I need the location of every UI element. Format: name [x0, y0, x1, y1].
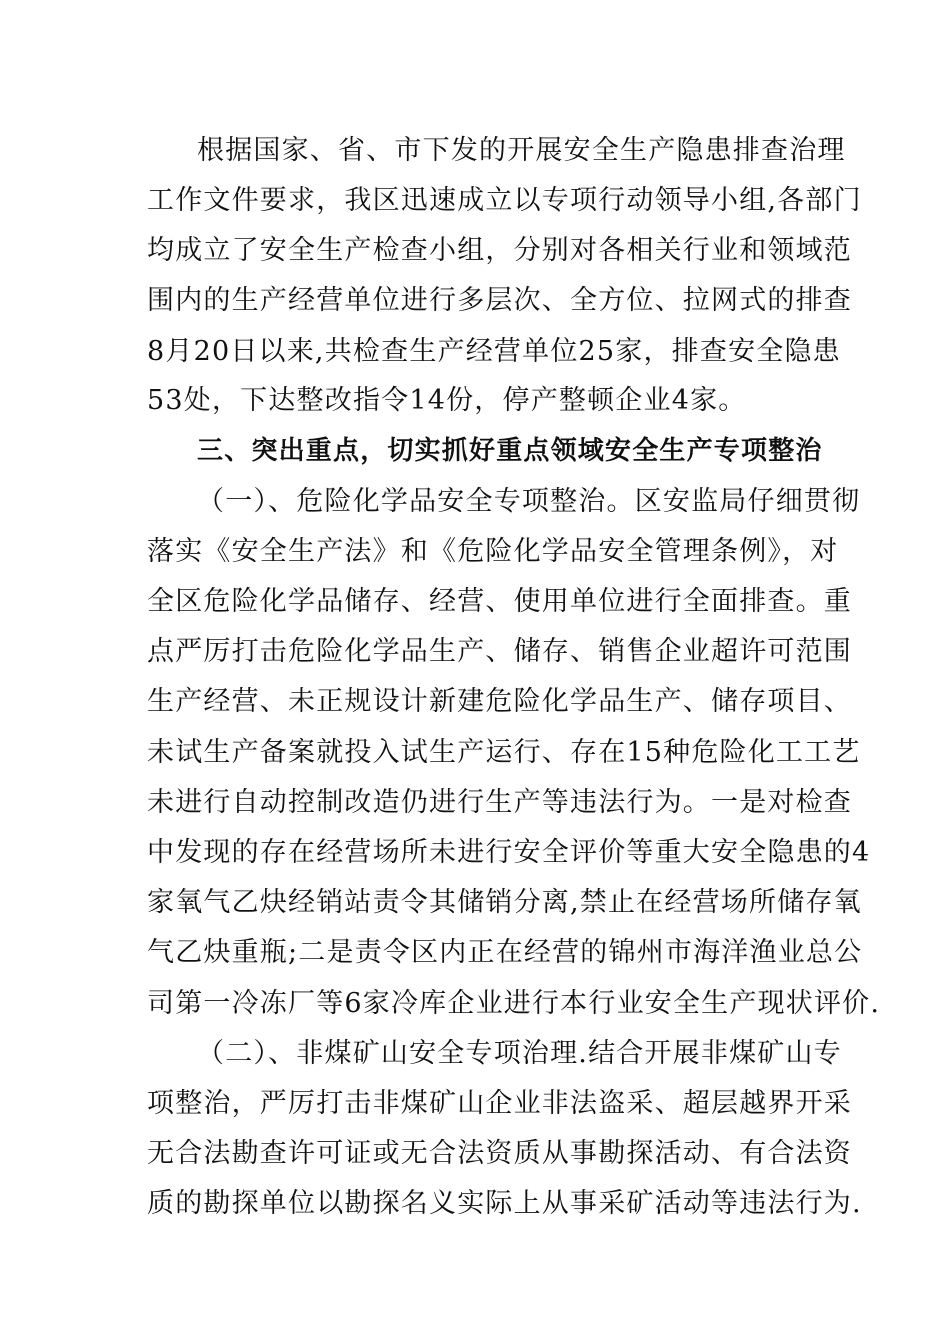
paragraph-line: （二）、非煤矿山安全专项治理.结合开展非煤矿山专: [197, 1038, 842, 1069]
paragraph-line: 工作文件要求，我区迅速成立以专项行动领导小组,各部门: [147, 185, 862, 216]
paragraph-line: 气乙炔重瓶;二是责令区内正在经营的锦州市海洋渔业总公: [147, 937, 863, 968]
paragraph-line: （一）、危险化学品安全专项整治。区安监局仔细贯彻: [197, 486, 861, 517]
paragraph-line: 中发现的存在经营场所未进行安全评价等重大安全隐患的4: [147, 837, 871, 868]
paragraph-line: 8月20日以来,共检查生产经营单位25家，排查安全隐患: [147, 336, 841, 367]
paragraph-line: 项整治，严厉打击非煤矿山企业非法盗采、超层越界开采: [147, 1088, 852, 1119]
paragraph-line: 无合法勘查许可证或无合法资质从事勘探活动、有合法资: [147, 1138, 852, 1169]
paragraph-line: 全区危险化学品储存、经营、使用单位进行全面排查。重: [147, 586, 852, 617]
paragraph-line: 未进行自动控制改造仍进行生产等违法行为。一是对检查: [147, 787, 852, 818]
paragraph-line: 落实《安全生产法》和《危险化学品安全管理条例》，对: [147, 536, 839, 567]
section-heading: 三、突出重点，切实抓好重点领域安全生产专项整治: [197, 436, 823, 466]
paragraph-line: 家氧气乙炔经销站责令其储销分离,禁止在经营场所储存氧: [147, 887, 862, 918]
paragraph-line: 53处，下达整改指令14份，停产整顿企业4家。: [147, 385, 747, 416]
paragraph-line: 未试生产备案就投入试生产运行、存在15种危险化工工艺: [147, 737, 861, 768]
paragraph-line: 司第一冷冻厂等6家冷库企业进行本行业安全生产现状评价.: [147, 988, 881, 1019]
paragraph-line: 点严厉打击危险化学品生产、储存、销售企业超许可范围: [147, 636, 852, 667]
paragraph-line: 生产经营、未正规设计新建危险化学品生产、储存项目、: [147, 686, 852, 717]
paragraph-line: 质的勘探单位以勘探名义实际上从事采矿活动等违法行为.: [147, 1188, 862, 1219]
paragraph-line: 均成立了安全生产检查小组，分别对各相关行业和领域范: [147, 235, 852, 266]
paragraph-line: 根据国家、省、市下发的开展安全生产隐患排查治理: [197, 135, 846, 166]
paragraph-line: 围内的生产经营单位进行多层次、全方位、拉网式的排查: [147, 285, 852, 316]
